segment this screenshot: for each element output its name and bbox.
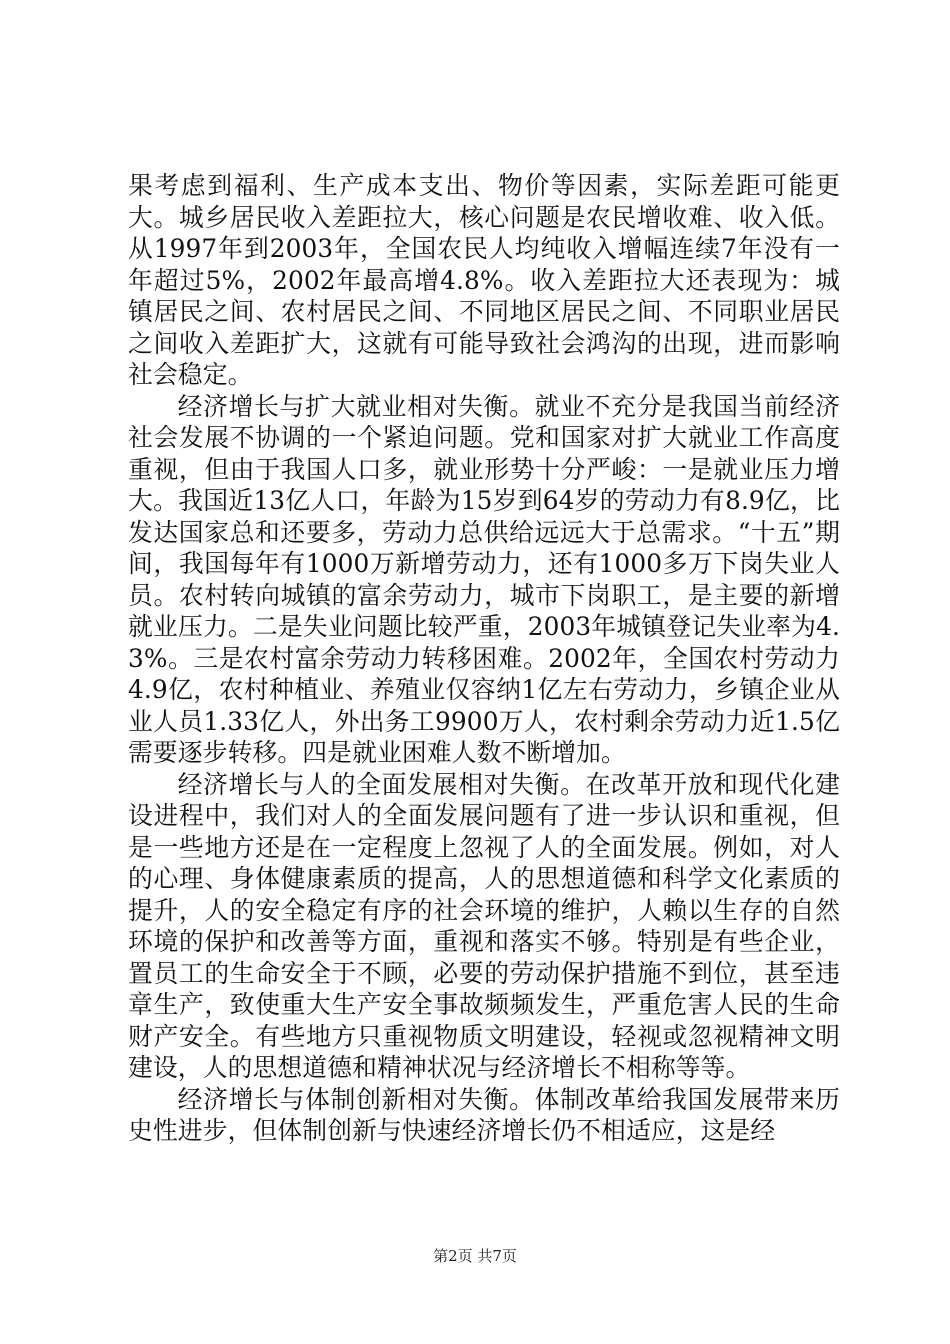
paragraph-income-gap: 果考虑到福利、生产成本支出、物价等因素，实际差距可能更大。城乡居民收入差距拉大，核心问题是农民增收难、收入低。从1997年到2003年，全国农民人均纯收入增幅连续7年没有一年超过5%，2002年最高增4.8%。收入差距拉大还表现为：城镇居民之间、农村居民之间、不同地区居民之间、不同职业居民之间收入差距扩大，这就有可能导致社会鸿沟的出现，进而影响社会稳定。 — [128, 171, 840, 389]
document-body — [128, 170, 840, 1147]
paragraph-human-development-imbalance: 经济增长与人的全面发展相对失衡。在改革开放和现代化建设进程中，我们对人的全面发展问题有了进一步认识和重视，但是一些地方还是在一定程度上忽视了人的全面发展。例如，对人的心理、身体健康素质的提高，人的思想道德和科学文化素质的提升，人的安全稳定有序的社会环境的维护，人赖以生存的自然环境的保护和改善等方面，重视和落实不够。特别是有些企业，置员工的生命安全于不顾，必要的劳动保护措施不到位，甚至违章生产，致使重大生产安全事故频频发生，严重危害人民的生命财产安全。有些地方只重视物质文明建设，轻视或忽视精神文明建设，人的思想道德和精神状况与经济增长不相称等等。 — [128, 769, 840, 1082]
page-number-footer: 第2页 共7页 — [433, 1247, 517, 1265]
paragraph-institutional-innovation-imbalance: 经济增长与体制创新相对失衡。体制改革给我国发展带来历史性进步，但体制创新与快速经济增长仍不相适应，这是经 — [128, 1084, 840, 1145]
paragraph-employment-imbalance: 经济增长与扩大就业相对失衡。就业不充分是我国当前经济社会发展不协调的一个紧迫问题。党和国家对扩大就业工作高度重视，但由于我国人口多，就业形势十分严峻：一是就业压力增大。我国近13亿人口，年龄为15岁到64岁的劳动力有8.9亿，比发达国家总和还要多，劳动力总供给远远大于总需求。“十五”期间，我国每年有1000万新增劳动力，还有1000多万下岗失业人员。农村转向城镇的富余劳动力，城市下岗职工，是主要的新增就业压力。二是失业问题比较严重，2003年城镇登记失业率为4.3%。三是农村富余劳动力转移困难。2002年，全国农村劳动力4.9亿，农村种植业、养殖业仅容纳1亿左右劳动力，乡镇企业从业人员1.33亿人，外出务工9900万人，农村剩余劳动力近1.5亿需要逐步转移。四是就业困难人数不断增加。 — [128, 391, 840, 767]
